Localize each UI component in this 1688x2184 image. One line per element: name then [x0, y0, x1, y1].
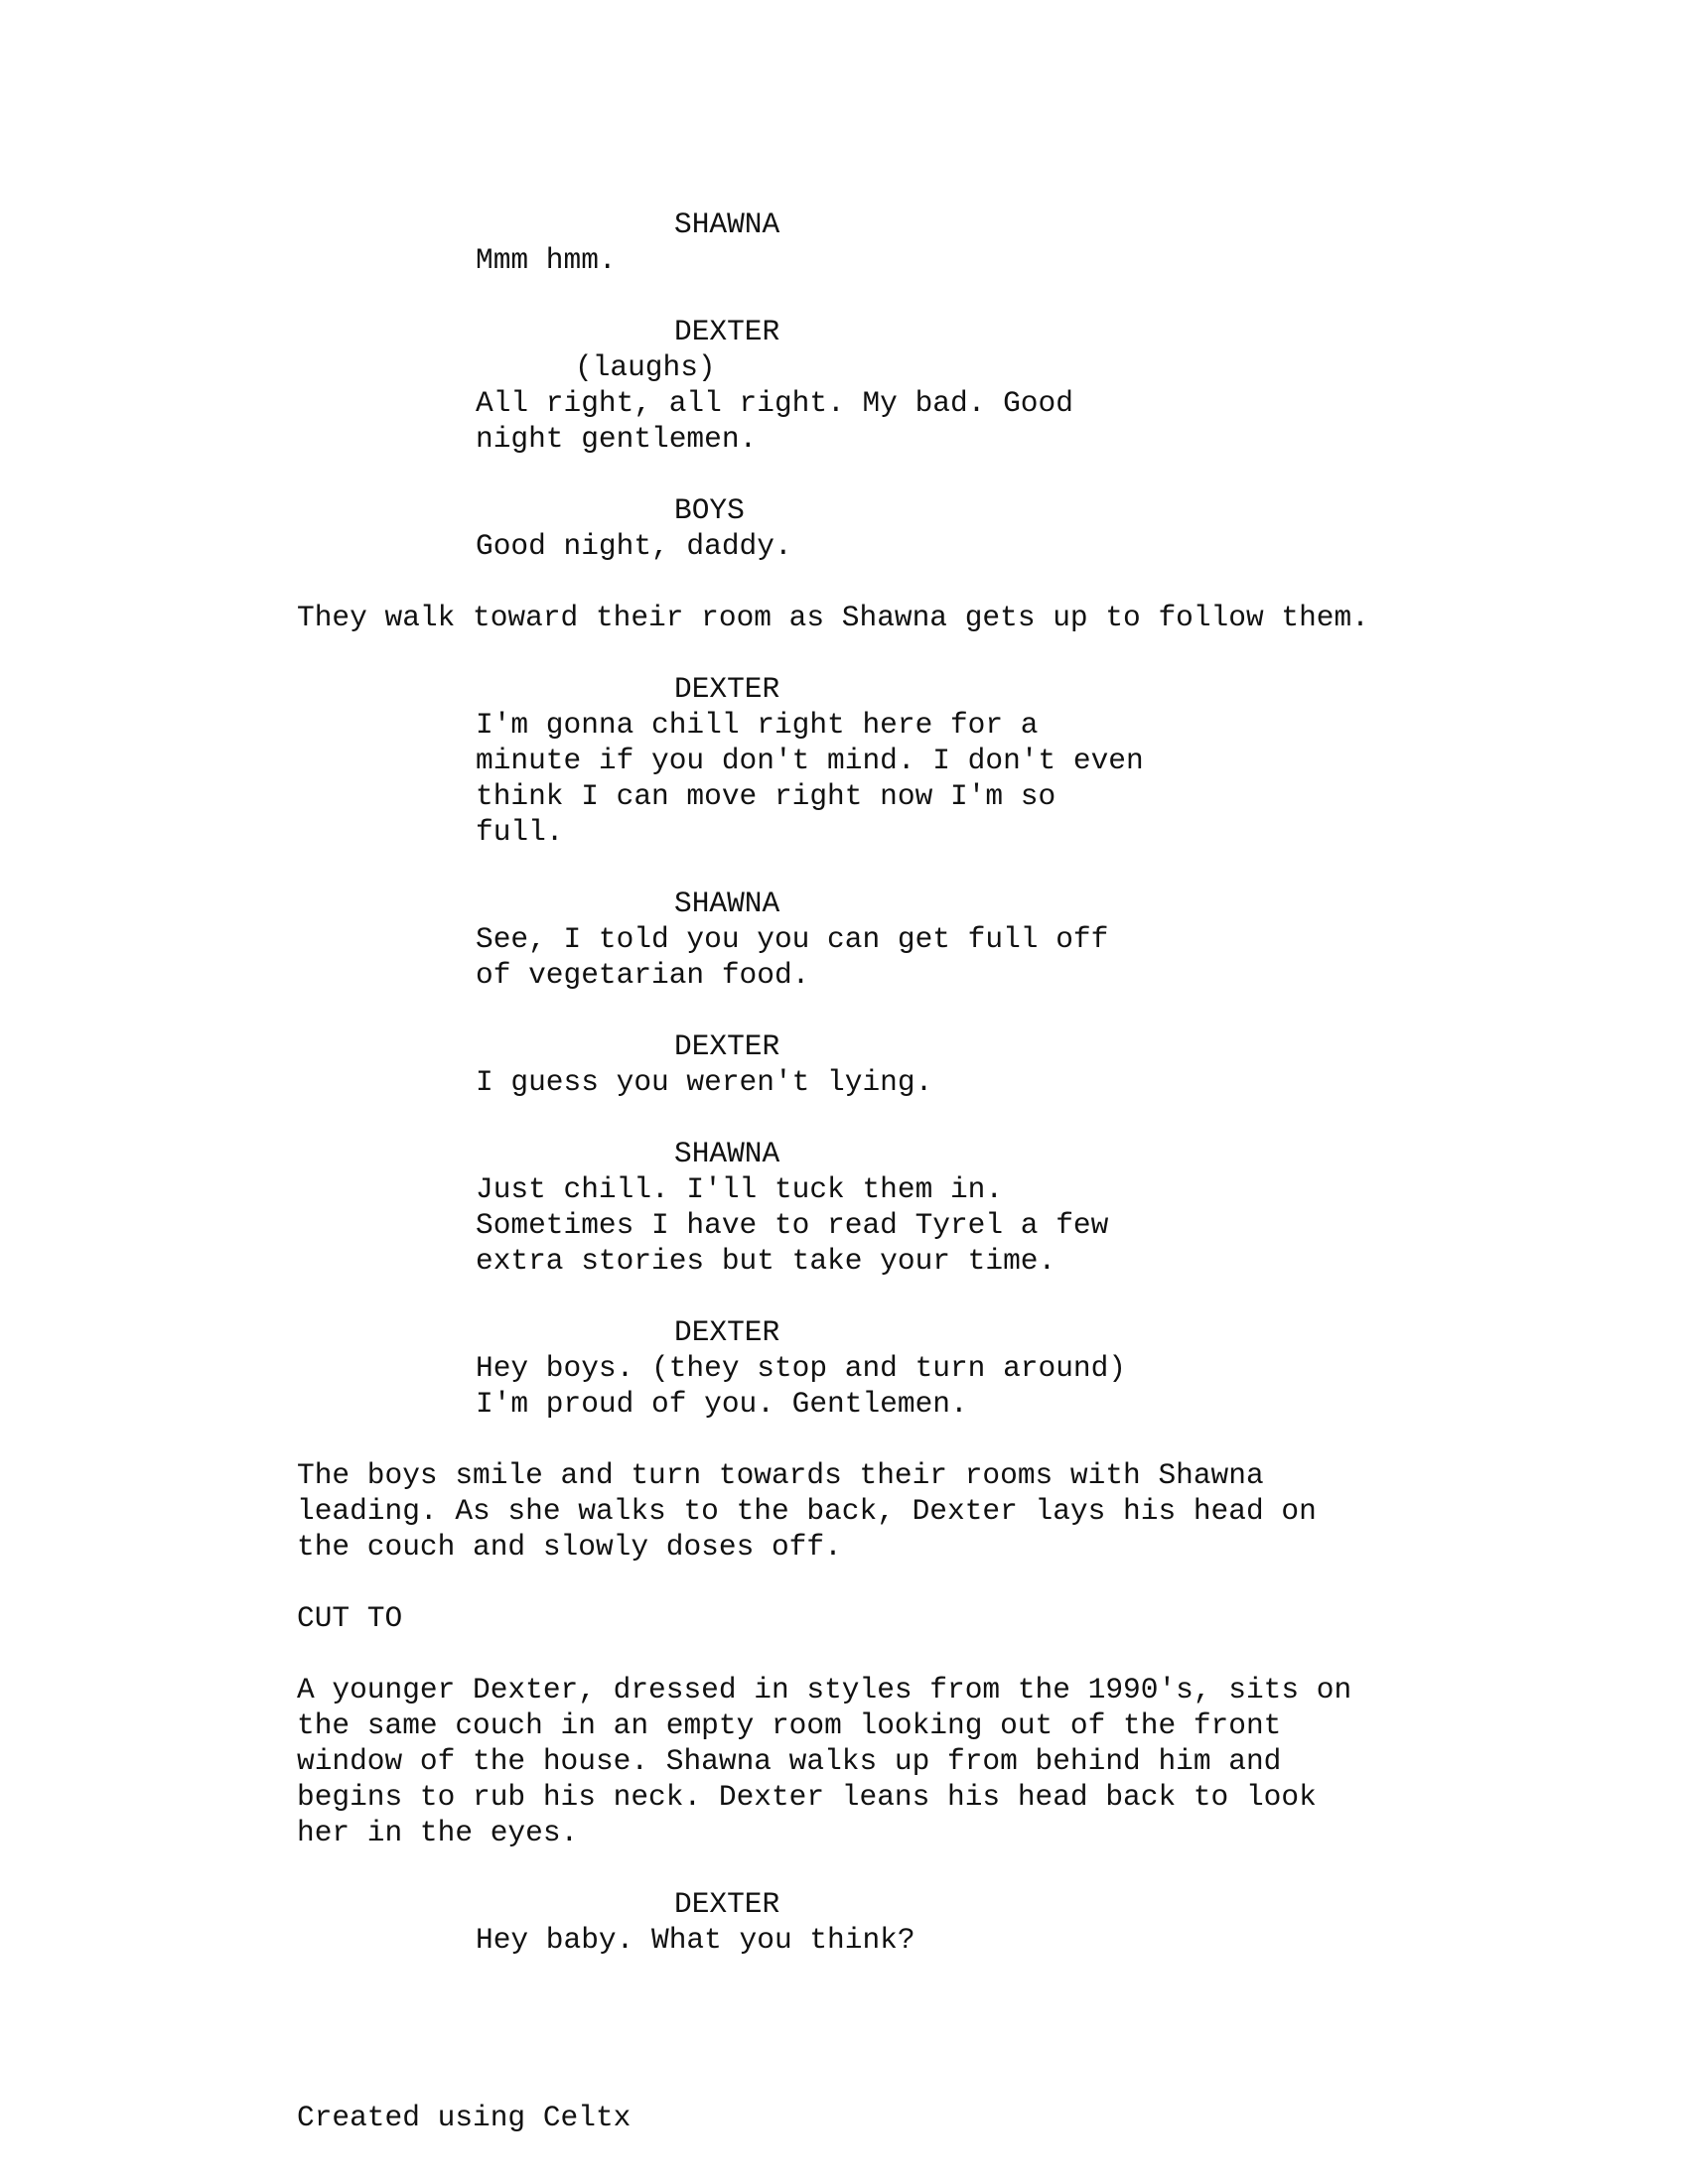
script-character: SHAWNA	[674, 207, 780, 241]
script-dialogue: Just chill. I'll tuck them in. Sometimes I have to read Tyrel a few extra stories but take your time.	[476, 1172, 1109, 1278]
script-dialogue: I'm gonna chill right here for a minute if you don't mind. I don't even think I can move right now I'm so full.	[476, 708, 1144, 849]
script-action: They walk toward their room as Shawna gets up to follow them.	[297, 601, 1369, 634]
script-paren: (laughs)	[575, 350, 716, 384]
script-dialogue: Hey boys. (they stop and turn around) I'm proud of you. Gentlemen.	[476, 1351, 1127, 1421]
script-character: DEXTER	[674, 672, 780, 706]
script-character: DEXTER	[674, 1315, 780, 1349]
script-dialogue: I guess you weren't lying.	[476, 1065, 933, 1099]
script-body	[297, 206, 1538, 1958]
script-character: DEXTER	[674, 1029, 780, 1063]
script-dialogue: Mmm hmm.	[476, 243, 617, 277]
script-character: DEXTER	[674, 1887, 780, 1921]
script-character: SHAWNA	[674, 1137, 780, 1170]
script-character: SHAWNA	[674, 887, 780, 920]
script-dialogue: Hey baby. What you think?	[476, 1923, 915, 1957]
script-dialogue: Good night, daddy.	[476, 529, 792, 563]
script-transition: CUT TO	[297, 1601, 403, 1635]
script-action: The boys smile and turn towards their rooms with Shawna leading. As she walks to the back, Dexter lays his head on the couch and slowly doses off.	[297, 1458, 1317, 1564]
script-action: A younger Dexter, dressed in styles from the 1990's, sits on the same couch in an empty room looking out of the front window of the house. Shawna walks up from behind him and begins to rub his neck. Dexter leans his head back to look her in the eyes.	[297, 1673, 1352, 1849]
script-dialogue: See, I told you you can get full off of vegetarian food.	[476, 922, 1109, 992]
script-character: BOYS	[674, 493, 745, 527]
script-dialogue: All right, all right. My bad. Good night gentlemen.	[476, 386, 1073, 456]
footer-credit: Created using Celtx	[297, 2101, 632, 2134]
script-character: DEXTER	[674, 315, 780, 348]
